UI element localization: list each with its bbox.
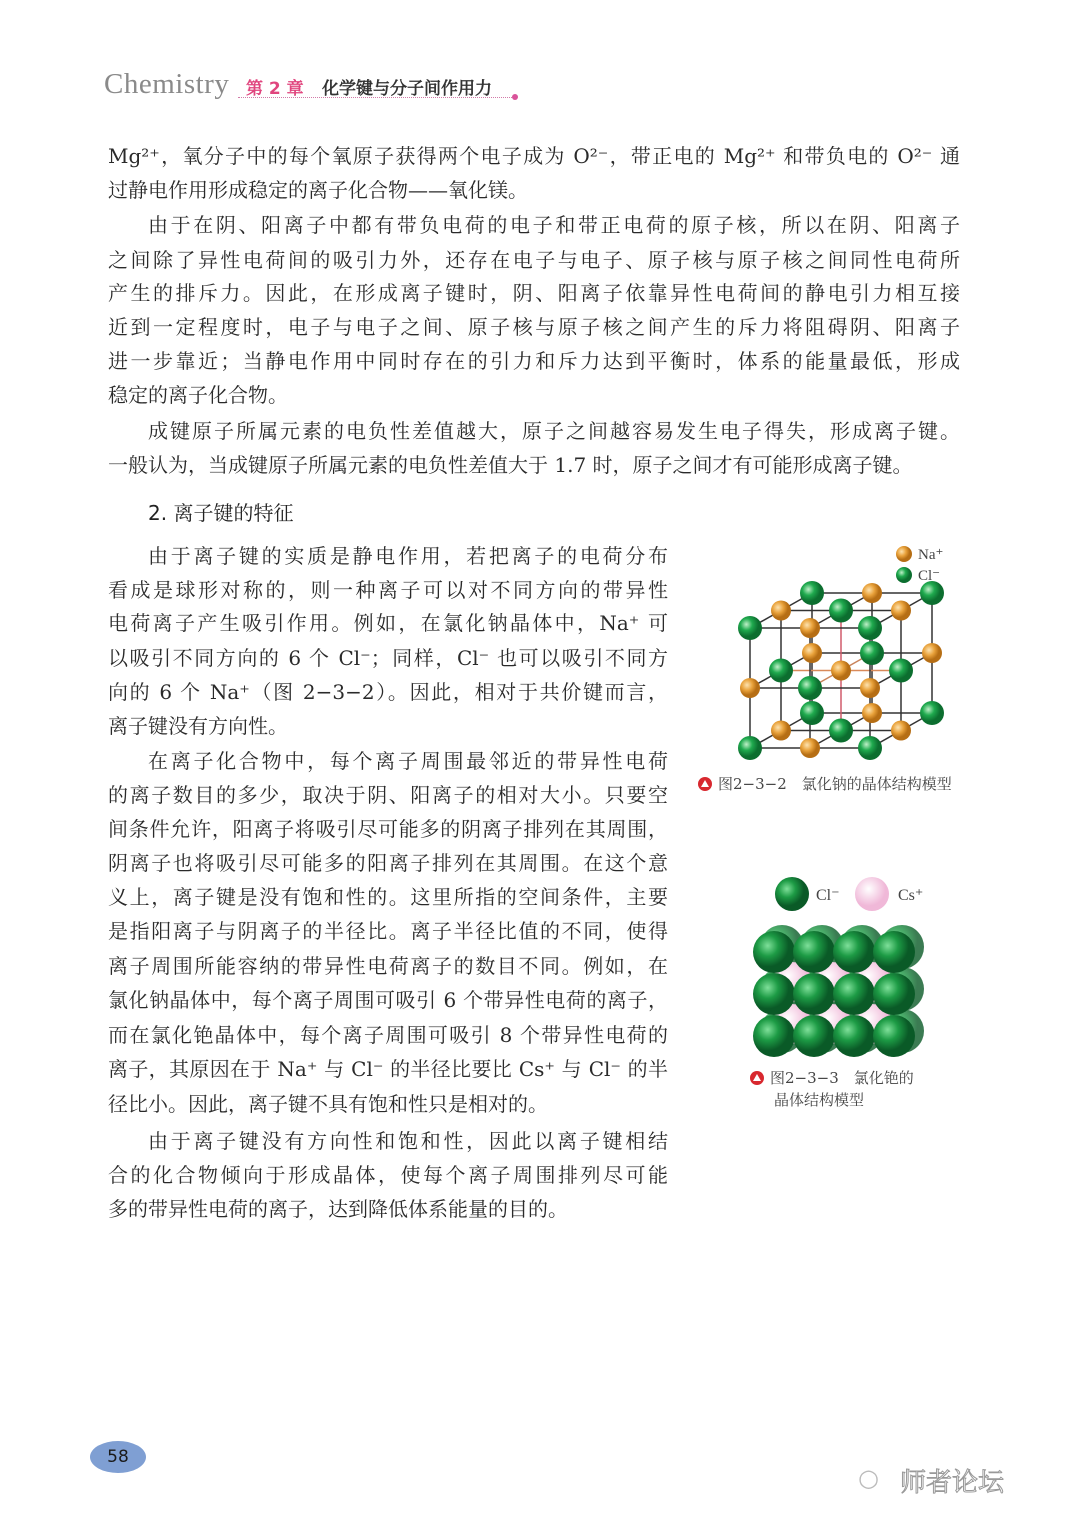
cl-ion xyxy=(873,1015,915,1057)
text-line: 近到一定程度时，电子与电子之间、原子核与原子核之间产生的斥力将阻碍阴、阳离子 xyxy=(108,315,960,339)
text-line: 合的化合物倾向于形成晶体，使每个离子周围排列尽可能 xyxy=(108,1163,668,1187)
cl-ion xyxy=(793,973,835,1015)
cl-ion xyxy=(833,1015,875,1057)
cl-ion xyxy=(873,973,915,1015)
text-line: 离子键没有方向性。 xyxy=(108,714,288,738)
text-line: 由于离子键没有方向性和饱和性，因此以离子键相结 xyxy=(148,1129,668,1153)
legend-cl: Cl⁻ xyxy=(918,568,941,584)
text-line: 向的 6 个 Na⁺（图 2−3−2）。因此，相对于共价键而言， xyxy=(108,680,668,704)
cl-ion xyxy=(833,973,875,1015)
cl-ion xyxy=(753,1015,795,1057)
text-line: 之间除了异性电荷间的吸引力外，还存在电子与电子、原子核与原子核之间同性电荷所 xyxy=(108,248,960,272)
text-line: 稳定的离子化合物。 xyxy=(108,383,288,407)
text-line: 阴离子也将吸引尽可能多的阳离子排列在其周围。在这个意 xyxy=(108,851,668,875)
header-subject: Chemistry xyxy=(104,68,230,100)
caption-text: 晶体结构模型 xyxy=(774,1091,865,1109)
text-line: 过静电作用形成稳定的离子化合物——氧化镁。 xyxy=(108,178,528,202)
text-line: 由于离子键的实质是静电作用，若把离子的电荷分布 xyxy=(148,544,668,568)
text-line: 是指阳离子与阴离子的半径比。离子半径比值的不同，使得 xyxy=(108,919,668,943)
legend-cs: Cs⁺ xyxy=(898,887,924,904)
figure-marker-icon xyxy=(750,1071,764,1085)
watermark: 师者论坛 xyxy=(900,1468,1005,1498)
page-number: 58 xyxy=(90,1441,146,1473)
legend-cl-2: Cl⁻ xyxy=(816,887,840,904)
text-line: 一般认为，当成键原子所属元素的电负性差值大于 1.7 时，原子之间才有可能形成离子键。 xyxy=(108,453,913,477)
cl-ion xyxy=(833,931,875,973)
text-line: 氯化钠晶体中，每个离子周围可吸引 6 个带异性电荷的离子， xyxy=(108,988,668,1012)
text-line: 产生的排斥力。因此，在形成离子键时，阴、阳离子依靠异性电荷间的静电引力相互接 xyxy=(108,281,960,305)
text-line: 径比小。因此，离子键不具有饱和性只是相对的。 xyxy=(108,1092,548,1116)
text-line: 电荷离子产生吸引作用。例如，在氯化钠晶体中，Na⁺ 可 xyxy=(108,611,668,635)
text-line: 义上，离子键是没有饱和性的。这里所指的空间条件，主要 xyxy=(108,885,668,909)
text-line: 成键原子所属元素的电负性差值越大，原子之间越容易发生电子得失，形成离子键。 xyxy=(148,419,960,443)
cl-ion xyxy=(793,931,835,973)
header-chapter-title: 化学键与分子间作用力 xyxy=(322,79,492,99)
text-line: 多的带异性电荷的离子，达到降低体系能量的目的。 xyxy=(108,1197,568,1221)
text-line: 以吸引不同方向的 6 个 Cl⁻；同样，Cl⁻ 也可以吸引不同方 xyxy=(108,646,668,670)
text-line: 进一步靠近；当静电作用中同时存在的引力和斥力达到平衡时，体系的能量最低，形成 xyxy=(108,349,960,373)
caption-text: 图2−3−2 氯化钠的晶体结构模型 xyxy=(718,775,952,793)
caption-text: 图2−3−3 氯化铯的 xyxy=(770,1069,914,1087)
figure-caption-cscl xyxy=(750,1067,914,1111)
text-line: 的离子数目的多少，取决于阴、阳离子的相对大小。只要空 xyxy=(108,783,668,807)
text-line: 在离子化合物中，每个离子周围最邻近的带异性电荷 xyxy=(148,749,668,773)
wechat-icon: ○ xyxy=(858,1464,879,1492)
text-line: 离子周围所能容纳的带异性电荷离子的数目不同。例如，在 xyxy=(108,954,668,978)
cl-ion xyxy=(753,973,795,1015)
legend-cl-ball xyxy=(775,877,809,911)
cl-ion xyxy=(753,931,795,973)
section-heading: 2. 离子键的特征 xyxy=(148,501,294,525)
text-line: 看成是球形对称的，则一种离子可以对不同方向的带异性 xyxy=(108,578,668,602)
cl-ion xyxy=(793,1015,835,1057)
text-line: 间条件允许，阳离子将吸引尽可能多的阴离子排列在其周围， xyxy=(108,817,668,841)
legend-cs-ball xyxy=(855,877,889,911)
header-chapter: 第 2 章 xyxy=(246,79,304,99)
text-line: 由于在阴、阳离子中都有带负电荷的电子和带正电荷的原子核，所以在阴、阳离子 xyxy=(148,213,960,237)
text-line: 离子，其原因在于 Na⁺ 与 Cl⁻ 的半径比要比 Cs⁺ 与 Cl⁻ 的半 xyxy=(108,1057,668,1081)
text-line: Mg²⁺，氧分子中的每个氧原子获得两个电子成为 O²⁻，带正电的 Mg²⁺ 和带负电的 O²⁻ 通 xyxy=(108,144,960,168)
text-line: 而在氯化铯晶体中，每个离子周围可吸引 8 个带异性电荷的 xyxy=(108,1023,668,1047)
cl-ion xyxy=(873,931,915,973)
legend-na: Na⁺ xyxy=(918,547,944,563)
